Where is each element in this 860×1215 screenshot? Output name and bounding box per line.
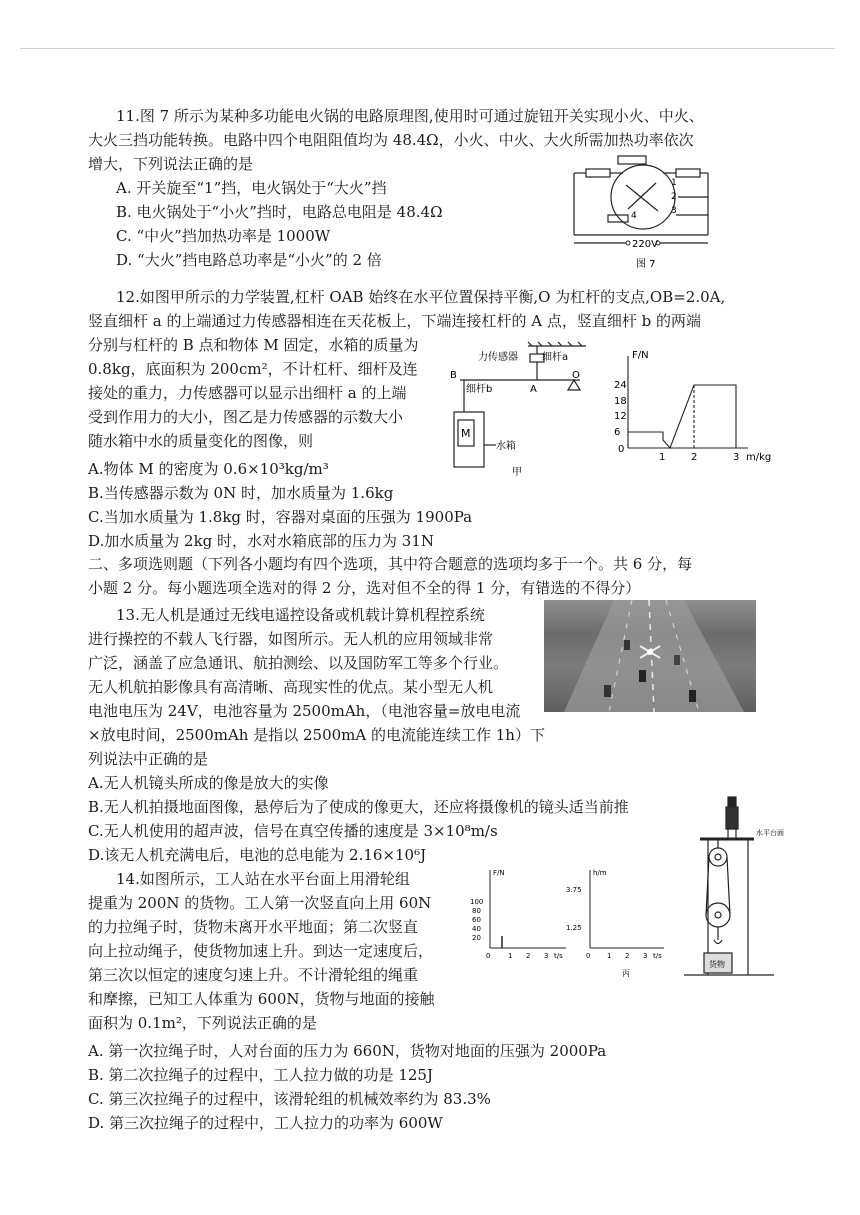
q11-option-b: B. 电火锅处于“小火”挡时，电路总电阻是 48.4Ω [116,203,443,221]
q14-option-a: A. 第一次拉绳子时，人对台面的压力为 660N，货物对地面的压强为 2000Pa [88,1042,607,1060]
q11-line-1: 11.图 7 所示为某种多功能电火锅的电路原理图,使用时可通过旋钮开关实现小火、中火、 [116,107,704,125]
q12-line-7: 随水箱中水的质量变化的图像，则 [88,432,314,450]
q12-M-label: M [461,427,471,440]
q12-line-5: 接处的重力，力传感器可以显示出细杆 a 的上端 [88,384,407,402]
q14-chart1-xlabel: t/s [554,952,563,960]
q12-ytick-18: 18 [614,396,627,407]
q12-line-4: 0.8kg，底面积为 200cm²，不计杠杆、细杆及连 [88,360,418,378]
q13-option-a: A.无人机镜头所成的像是放大的实像 [88,774,329,792]
q13-option-c: C.无人机使用的超声波，信号在真空传播的速度是 3×10⁸m/s [88,822,498,840]
q12-rod-b-label: 细杆b [466,384,493,395]
q11-circuit-figure [568,155,718,270]
q12-line-1: 12.如图甲所示的力学装置,杠杆 OAB 始终在水平位置保持平衡,O 为杠杆的支点,OB=2.0A, [116,288,726,306]
q14-height-chart [560,866,672,978]
q12-ytick-12: 12 [614,411,627,422]
q12-line-2: 竖直细杆 a 的上端通过力传感器相连在天花板上，下端连接杠杆的 A 点，竖直细杆 b 的两端 [88,312,701,330]
q11-line-2: 大火三挡功能转换。电路中四个电阻阻值均为 48.4Ω，小火、中火、大火所需加热功率依次 [88,131,694,149]
q11-option-a: A. 开关旋至“1”挡，电火锅处于“大火”挡 [116,179,387,197]
q14-chart2-xtick-2: 2 [625,952,630,960]
q13-line-1: 13.无人机是通过无线电遥控设备或机载计算机程控系统 [116,606,485,624]
q14-line-2: 提重为 200N 的货物。工人第一次竖直向上用 60N [88,894,432,912]
q14-line-3: 的力拉绳子时，货物未离开水平地面；第二次竖直 [88,918,419,936]
q14-chart2-ytick-375: 3.75 [566,886,582,894]
q12-force-chart [608,348,778,463]
q12-ytick-0: 0 [618,444,625,455]
q12-A-label: A [530,384,537,395]
q14-chart2-caption: 丙 [622,969,630,978]
q12-O-label: O [572,370,580,381]
q14-chart1-ytick-40: 40 [472,925,481,933]
q12-jia-caption: 甲 [512,467,522,478]
q14-pulley-figure [684,795,784,985]
q11-line-3: 增大，下列说法正确的是 [88,155,254,173]
top-divider [20,48,835,49]
q14-chart1-ytick-60: 60 [472,916,481,924]
q14-chart2-xtick-3: 3 [643,952,648,960]
q12-xtick-1: 1 [659,452,666,463]
q14-chart2-ytick-125: 1.25 [566,924,582,932]
q12-tank-label: 水箱 [496,441,516,452]
q14-cargo-label: 货物 [709,960,725,969]
q13-line-5: 电池电压为 24V，电池容量为 2500mAh，（电池容量=放电电流 [88,702,521,720]
q14-chart1-xtick-2: 2 [526,952,531,960]
q13-line-7: 列说法中正确的是 [88,750,209,768]
q13-line-4: 无人机航拍影像具有高清晰、高现实性的优点。某小型无人机 [88,678,494,696]
q12-option-d: D.加水质量为 2kg 时，水对水箱底部的压力为 31N [88,532,435,550]
q11-option-c: C. “中火”挡加热功率是 1000W [116,227,331,245]
q12-B-label: B [450,370,457,381]
q14-chart1-ylabel: F/N [493,869,505,877]
q14-chart1-ytick-20: 20 [472,934,481,942]
q14-chart1-ytick-80: 80 [472,907,481,915]
q14-chart1-xtick-0: 0 [486,952,491,960]
q11-option-d: D. “大火”挡电路总功率是“小火”的 2 倍 [116,251,382,269]
drone-photo [544,600,756,712]
q13-line-3: 广泛，涵盖了应急通讯、航拍测绘、以及国防军工等多个行业。 [88,654,509,672]
q12-line-6: 受到作用力的大小，图乙是力传感器的示数大小 [88,408,404,426]
q14-line-5: 第三次以恒定的速度匀速上升。不计滑轮组的绳重 [88,966,419,984]
q14-option-c: C. 第三次拉绳子的过程中，该滑轮组的机械效率约为 83.3% [88,1090,491,1108]
section2-line-1: 二、多项选则题（下列各小题均有四个选项，其中符合题意的选项均多于一个。共 6 分，每 [88,555,693,573]
q12-chart-xlabel: m/kg [746,452,772,463]
q11-label-4: 4 [631,211,637,221]
q12-option-c: C.当加水质量为 1.8kg 时，容器对桌面的压强为 1900Pa [88,508,473,526]
q14-chart2-xtick-0: 0 [586,952,591,960]
q14-line-6: 和摩擦，已知工人体重为 600N，货物与地面的接触 [88,990,435,1008]
q14-line-4: 向上拉动绳子，使货物加速上升。到达一定速度后， [88,942,434,960]
q13-line-6: ×放电时间，2500mAh 是指以 2500mA 的电流能连续工作 1h）下 [88,726,545,744]
q14-chart2-xlabel: t/s [653,952,662,960]
q13-line-2: 进行操控的不载人飞行器，如图所示。无人机的应用领域非常 [88,630,494,648]
q12-rod-a-label: 细杆a [542,352,569,363]
q11-caption: 图 7 [636,259,656,270]
q12-figure-jia [446,340,596,480]
q11-label-1: 1 [671,178,677,188]
q14-line-7: 面积为 0.1m²，下列说法正确的是 [88,1014,317,1032]
q12-option-a: A.物体 M 的密度为 0.6×10³kg/m³ [88,460,329,478]
q13-option-d: D.该无人机充满电后，电池的总电能为 2.16×10⁶J [88,846,427,864]
q14-chart2-xtick-1: 1 [607,952,612,960]
q13-option-b: B.无人机拍摄地面图像，悬停后为了使成的像更大，还应将摄像机的镜头适当前推 [88,798,629,816]
q12-line-3: 分别与杠杆的 B 点和物体 M 固定，水箱的质量为 [88,336,419,354]
q11-voltage: 220V [632,239,658,250]
q12-option-b: B.当传感器示数为 0N 时，加水质量为 1.6kg [88,484,394,502]
q11-label-3: 3 [671,206,677,216]
q12-xtick-3: 3 [733,452,740,463]
q14-chart1-xtick-3: 3 [544,952,549,960]
q14-chart2-ylabel: h/m [593,869,607,877]
q14-option-b: B. 第二次拉绳子的过程中，工人拉力做的功是 125J [88,1066,433,1084]
q14-chart1-xtick-1: 1 [508,952,513,960]
q12-ytick-24: 24 [614,380,627,391]
q14-chart1-ytick-100: 100 [470,898,484,906]
q11-label-2: 2 [671,192,677,202]
q12-sensor-label: 力传感器 [478,352,518,363]
q12-xtick-2: 2 [691,452,698,463]
q14-line-1: 14.如图所示，工人站在水平台面上用滑轮组 [116,870,410,888]
q12-chart-ylabel: F/N [632,350,649,361]
section2-line-2: 小题 2 分。每小题选项全选对的得 2 分，选对但不全的得 1 分，有错选的不得分） [88,579,641,597]
q14-option-d: D. 第三次拉绳子的过程中，工人拉力的功率为 600W [88,1114,443,1132]
q14-platform-label: 水平台面 [756,829,784,837]
q12-ytick-6: 6 [614,427,621,438]
